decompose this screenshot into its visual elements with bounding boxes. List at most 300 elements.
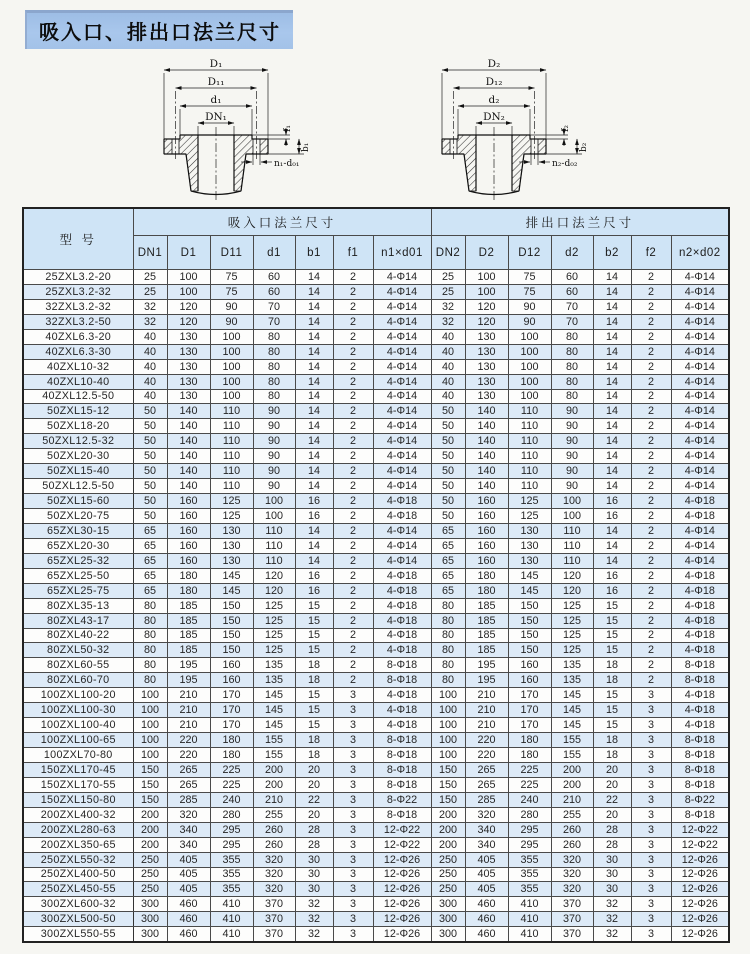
suction-value-cell: 8-Φ18 (373, 807, 431, 822)
suction-value-cell: 90 (253, 434, 295, 449)
suction-value-cell: 32 (133, 299, 167, 314)
discharge-value-cell: 145 (508, 568, 551, 583)
discharge-value-cell: 355 (508, 867, 551, 882)
discharge-value-cell: 40 (431, 374, 465, 389)
column-header-b2: b2 (593, 236, 631, 270)
model-cell: 80ZXL35-13 (23, 598, 133, 613)
suction-value-cell: 14 (295, 523, 333, 538)
discharge-value-cell: 100 (431, 688, 465, 703)
discharge-value-cell: 50 (431, 479, 465, 494)
suction-value-cell: 405 (167, 867, 210, 882)
dim-label-D1: D₁ (209, 58, 223, 70)
suction-value-cell: 225 (210, 777, 253, 792)
discharge-value-cell: 200 (551, 762, 593, 777)
discharge-value-cell: 210 (465, 688, 508, 703)
suction-value-cell: 180 (210, 748, 253, 763)
suction-value-cell: 240 (210, 792, 253, 807)
table-row (23, 807, 729, 822)
discharge-value-cell: 135 (551, 658, 593, 673)
discharge-value-cell: 3 (631, 762, 671, 777)
suction-value-cell: 50 (133, 464, 167, 479)
discharge-value-cell: 50 (431, 464, 465, 479)
discharge-value-cell: 4-Φ18 (671, 703, 729, 718)
discharge-value-cell: 8-Φ18 (671, 777, 729, 792)
discharge-value-cell: 60 (551, 284, 593, 299)
suction-value-cell: 2 (333, 299, 373, 314)
suction-value-cell: 80 (253, 374, 295, 389)
suction-value-cell: 145 (253, 703, 295, 718)
table-row (23, 494, 729, 509)
discharge-value-cell: 14 (593, 479, 631, 494)
suction-value-cell: 200 (133, 822, 167, 837)
suction-value-cell: 295 (210, 837, 253, 852)
suction-value-cell: 255 (253, 807, 295, 822)
table-row (23, 464, 729, 479)
suction-value-cell: 125 (253, 643, 295, 658)
suction-value-cell: 4-Φ14 (373, 464, 431, 479)
suction-value-cell: 110 (210, 449, 253, 464)
table-body (23, 270, 729, 943)
suction-value-cell: 110 (210, 419, 253, 434)
suction-value-cell: 180 (167, 568, 210, 583)
discharge-value-cell: 140 (465, 434, 508, 449)
discharge-value-cell: 16 (593, 583, 631, 598)
discharge-value-cell: 180 (465, 568, 508, 583)
model-cell: 32ZXL3.2-32 (23, 299, 133, 314)
suction-value-cell: 80 (133, 658, 167, 673)
discharge-value-cell: 370 (551, 897, 593, 912)
suction-value-cell: 32 (295, 912, 333, 927)
suction-value-cell: 3 (333, 777, 373, 792)
discharge-value-cell: 120 (465, 299, 508, 314)
suction-value-cell: 185 (167, 598, 210, 613)
suction-value-cell: 8-Φ18 (373, 673, 431, 688)
discharge-value-cell: 3 (631, 882, 671, 897)
suction-value-cell: 4-Φ14 (373, 553, 431, 568)
discharge-value-cell: 320 (551, 867, 593, 882)
discharge-value-cell: 15 (593, 628, 631, 643)
discharge-value-cell: 110 (551, 523, 593, 538)
suction-value-cell: 295 (210, 822, 253, 837)
table-row (23, 359, 729, 374)
discharge-value-cell: 14 (593, 270, 631, 285)
discharge-value-cell: 4-Φ14 (671, 449, 729, 464)
discharge-value-cell: 50 (431, 404, 465, 419)
suction-value-cell: 410 (210, 897, 253, 912)
discharge-value-cell: 2 (631, 628, 671, 643)
suction-value-cell: 40 (133, 359, 167, 374)
discharge-value-cell: 4-Φ14 (671, 329, 729, 344)
suction-value-cell: 65 (133, 538, 167, 553)
suction-value-cell: 100 (133, 688, 167, 703)
suction-value-cell: 3 (333, 688, 373, 703)
model-cell: 65ZXL25-50 (23, 568, 133, 583)
discharge-value-cell: 50 (431, 494, 465, 509)
suction-value-cell: 145 (253, 688, 295, 703)
model-cell: 65ZXL25-32 (23, 553, 133, 568)
suction-value-cell: 110 (210, 479, 253, 494)
suction-value-cell: 16 (295, 568, 333, 583)
suction-value-cell: 20 (295, 762, 333, 777)
discharge-value-cell: 155 (551, 733, 593, 748)
table-row (23, 837, 729, 852)
discharge-value-cell: 405 (465, 852, 508, 867)
discharge-value-cell: 4-Φ18 (671, 509, 729, 524)
discharge-value-cell: 100 (508, 344, 551, 359)
suction-value-cell: 100 (133, 733, 167, 748)
table-row (23, 643, 729, 658)
discharge-value-cell: 170 (508, 718, 551, 733)
table-row (23, 299, 729, 314)
suction-value-cell: 32 (133, 314, 167, 329)
discharge-value-cell: 65 (431, 538, 465, 553)
suction-value-cell: 160 (210, 673, 253, 688)
suction-value-cell: 40 (133, 389, 167, 404)
discharge-value-cell: 220 (465, 748, 508, 763)
suction-value-cell: 4-Φ18 (373, 509, 431, 524)
discharge-value-cell: 200 (551, 777, 593, 792)
suction-value-cell: 14 (295, 299, 333, 314)
table-row (23, 897, 729, 912)
table-row (23, 479, 729, 494)
suction-value-cell: 150 (133, 792, 167, 807)
suction-value-cell: 100 (210, 389, 253, 404)
suction-value-cell: 70 (253, 314, 295, 329)
table-row (23, 523, 729, 538)
suction-value-cell: 4-Φ18 (373, 688, 431, 703)
suction-value-cell: 150 (133, 777, 167, 792)
suction-value-cell: 50 (133, 449, 167, 464)
suction-value-cell: 100 (167, 270, 210, 285)
discharge-value-cell: 14 (593, 389, 631, 404)
suction-value-cell: 4-Φ14 (373, 270, 431, 285)
suction-value-cell: 40 (133, 329, 167, 344)
table-row (23, 583, 729, 598)
discharge-value-cell: 100 (465, 270, 508, 285)
suction-value-cell: 12-Φ26 (373, 882, 431, 897)
suction-value-cell: 140 (167, 449, 210, 464)
table-row (23, 703, 729, 718)
suction-value-cell: 200 (253, 762, 295, 777)
suction-value-cell: 28 (295, 837, 333, 852)
discharge-value-cell: 2 (631, 598, 671, 613)
suction-value-cell: 90 (253, 464, 295, 479)
discharge-value-cell: 40 (431, 329, 465, 344)
discharge-value-cell: 90 (551, 434, 593, 449)
suction-value-cell: 130 (167, 359, 210, 374)
table-row (23, 673, 729, 688)
suction-value-cell: 220 (167, 733, 210, 748)
suction-value-cell: 130 (167, 344, 210, 359)
discharge-value-cell: 20 (593, 762, 631, 777)
suction-value-cell: 4-Φ18 (373, 613, 431, 628)
table-row (23, 314, 729, 329)
table-row (23, 389, 729, 404)
table-row (23, 270, 729, 285)
discharge-value-cell: 150 (431, 792, 465, 807)
discharge-value-cell: 4-Φ18 (671, 598, 729, 613)
discharge-value-cell: 100 (431, 748, 465, 763)
suction-value-cell: 4-Φ14 (373, 344, 431, 359)
model-cell: 40ZXL10-40 (23, 374, 133, 389)
suction-value-cell: 60 (253, 284, 295, 299)
discharge-value-cell: 20 (593, 777, 631, 792)
discharge-value-cell: 130 (508, 538, 551, 553)
suction-value-cell: 195 (167, 673, 210, 688)
suction-value-cell: 150 (133, 762, 167, 777)
model-cell: 65ZXL30-15 (23, 523, 133, 538)
suction-value-cell: 40 (133, 344, 167, 359)
suction-value-cell: 110 (210, 464, 253, 479)
model-cell: 25ZXL3.2-20 (23, 270, 133, 285)
flange-diagram-discharge (416, 55, 624, 203)
suction-value-cell: 140 (167, 419, 210, 434)
discharge-value-cell: 2 (631, 673, 671, 688)
suction-value-cell: 14 (295, 270, 333, 285)
suction-value-cell: 110 (210, 434, 253, 449)
column-header-b1: b1 (295, 236, 333, 270)
model-cell: 40ZXL12.5-50 (23, 389, 133, 404)
suction-value-cell: 65 (133, 523, 167, 538)
suction-value-cell: 140 (167, 434, 210, 449)
discharge-value-cell: 65 (431, 568, 465, 583)
discharge-value-cell: 4-Φ18 (671, 718, 729, 733)
suction-value-cell: 160 (167, 538, 210, 553)
discharge-value-cell: 14 (593, 329, 631, 344)
discharge-value-cell: 15 (593, 613, 631, 628)
suction-value-cell: 300 (133, 927, 167, 942)
suction-value-cell: 145 (253, 718, 295, 733)
discharge-value-cell: 225 (508, 777, 551, 792)
discharge-value-cell: 3 (631, 792, 671, 807)
discharge-value-cell: 90 (551, 464, 593, 479)
discharge-value-cell: 250 (431, 867, 465, 882)
discharge-value-cell: 40 (431, 389, 465, 404)
suction-value-cell: 160 (167, 494, 210, 509)
suction-value-cell: 130 (210, 553, 253, 568)
discharge-value-cell: 320 (551, 882, 593, 897)
suction-value-cell: 225 (210, 762, 253, 777)
discharge-value-cell: 160 (508, 658, 551, 673)
suction-value-cell: 14 (295, 329, 333, 344)
discharge-value-cell: 4-Φ14 (671, 299, 729, 314)
column-header-D11: D11 (210, 236, 253, 270)
flange-dimensions-table (22, 207, 730, 943)
suction-value-cell: 16 (295, 494, 333, 509)
table-row (23, 882, 729, 897)
suction-value-cell: 8-Φ18 (373, 777, 431, 792)
suction-value-cell: 65 (133, 568, 167, 583)
suction-value-cell: 280 (210, 807, 253, 822)
discharge-value-cell: 25 (431, 270, 465, 285)
discharge-value-cell: 2 (631, 374, 671, 389)
table-row (23, 762, 729, 777)
suction-value-cell: 4-Φ18 (373, 628, 431, 643)
column-header-f2: f2 (631, 236, 671, 270)
suction-value-cell: 150 (210, 643, 253, 658)
suction-value-cell: 2 (333, 628, 373, 643)
discharge-value-cell: 3 (631, 733, 671, 748)
discharge-value-cell: 3 (631, 807, 671, 822)
suction-value-cell: 4-Φ18 (373, 598, 431, 613)
dim-label-DN1: DN₁ (205, 111, 227, 123)
suction-value-cell: 4-Φ14 (373, 329, 431, 344)
suction-value-cell: 410 (210, 912, 253, 927)
discharge-value-cell: 15 (593, 703, 631, 718)
table-row (23, 628, 729, 643)
suction-value-cell: 2 (333, 673, 373, 688)
suction-value-cell: 340 (167, 822, 210, 837)
model-cell: 80ZXL40-22 (23, 628, 133, 643)
suction-value-cell: 140 (167, 404, 210, 419)
suction-value-cell: 4-Φ14 (373, 434, 431, 449)
discharge-value-cell: 12-Φ26 (671, 927, 729, 942)
discharge-value-cell: 90 (551, 479, 593, 494)
discharge-value-cell: 14 (593, 464, 631, 479)
discharge-value-cell: 150 (508, 613, 551, 628)
discharge-value-cell: 12-Φ26 (671, 897, 729, 912)
discharge-value-cell: 4-Φ14 (671, 284, 729, 299)
discharge-value-cell: 3 (631, 822, 671, 837)
discharge-value-cell: 2 (631, 523, 671, 538)
suction-value-cell: 18 (295, 673, 333, 688)
discharge-value-cell: 2 (631, 509, 671, 524)
suction-value-cell: 2 (333, 419, 373, 434)
discharge-value-cell: 15 (593, 688, 631, 703)
discharge-value-cell: 70 (551, 299, 593, 314)
suction-value-cell: 14 (295, 464, 333, 479)
suction-value-cell: 220 (167, 748, 210, 763)
table-row (23, 792, 729, 807)
suction-value-cell: 75 (210, 270, 253, 285)
discharge-value-cell: 80 (551, 344, 593, 359)
suction-value-cell: 14 (295, 344, 333, 359)
discharge-value-cell: 125 (551, 643, 593, 658)
discharge-value-cell: 14 (593, 344, 631, 359)
discharge-value-cell: 110 (551, 538, 593, 553)
suction-value-cell: 12-Φ22 (373, 822, 431, 837)
suction-value-cell: 3 (333, 807, 373, 822)
discharge-value-cell: 2 (631, 270, 671, 285)
discharge-value-cell: 110 (508, 479, 551, 494)
suction-value-cell: 50 (133, 404, 167, 419)
discharge-value-cell: 130 (508, 523, 551, 538)
suction-value-cell: 250 (133, 852, 167, 867)
model-cell: 200ZXL350-65 (23, 837, 133, 852)
suction-value-cell: 100 (133, 703, 167, 718)
model-cell: 40ZXL6.3-20 (23, 329, 133, 344)
suction-value-cell: 180 (210, 733, 253, 748)
suction-value-cell: 185 (167, 628, 210, 643)
discharge-value-cell: 3 (631, 777, 671, 792)
suction-value-cell: 8-Φ18 (373, 733, 431, 748)
dim-label-f1: f₁ (283, 125, 293, 132)
discharge-value-cell: 3 (631, 718, 671, 733)
discharge-value-cell: 32 (431, 299, 465, 314)
discharge-value-cell: 240 (508, 792, 551, 807)
discharge-value-cell: 160 (465, 538, 508, 553)
discharge-value-cell: 4-Φ14 (671, 374, 729, 389)
suction-value-cell: 4-Φ18 (373, 568, 431, 583)
discharge-value-cell: 14 (593, 538, 631, 553)
suction-value-cell: 130 (210, 523, 253, 538)
model-cell: 200ZXL280-63 (23, 822, 133, 837)
dim-label-f2: f₂ (561, 125, 571, 132)
discharge-value-cell: 100 (465, 284, 508, 299)
discharge-value-cell: 4-Φ18 (671, 568, 729, 583)
discharge-value-cell: 80 (551, 359, 593, 374)
suction-value-cell: 15 (295, 613, 333, 628)
suction-value-cell: 18 (295, 733, 333, 748)
discharge-value-cell: 340 (465, 822, 508, 837)
suction-value-cell: 155 (253, 748, 295, 763)
discharge-value-cell: 4-Φ14 (671, 419, 729, 434)
discharge-value-cell: 8-Φ18 (671, 762, 729, 777)
suction-value-cell: 80 (133, 673, 167, 688)
suction-value-cell: 130 (167, 329, 210, 344)
discharge-value-cell: 180 (465, 583, 508, 598)
suction-value-cell: 80 (253, 344, 295, 359)
suction-value-cell: 195 (167, 658, 210, 673)
discharge-value-cell: 150 (508, 628, 551, 643)
table-row (23, 598, 729, 613)
suction-value-cell: 3 (333, 912, 373, 927)
discharge-value-cell: 14 (593, 299, 631, 314)
suction-value-cell: 200 (253, 777, 295, 792)
discharge-value-cell: 155 (551, 748, 593, 763)
suction-value-cell: 8-Φ22 (373, 792, 431, 807)
suction-value-cell: 145 (210, 583, 253, 598)
discharge-value-cell: 14 (593, 359, 631, 374)
suction-value-cell: 15 (295, 643, 333, 658)
discharge-value-cell: 2 (631, 329, 671, 344)
suction-value-cell: 2 (333, 449, 373, 464)
suction-value-cell: 15 (295, 718, 333, 733)
discharge-value-cell: 32 (593, 912, 631, 927)
dim-label-n2-d02: n₂-d₀₂ (552, 159, 578, 169)
discharge-value-cell: 40 (431, 359, 465, 374)
suction-value-cell: 2 (333, 658, 373, 673)
discharge-value-cell: 170 (508, 688, 551, 703)
suction-value-cell: 125 (210, 494, 253, 509)
suction-value-cell: 15 (295, 628, 333, 643)
suction-value-cell: 265 (167, 777, 210, 792)
discharge-value-cell: 285 (465, 792, 508, 807)
discharge-value-cell: 140 (465, 404, 508, 419)
suction-value-cell: 140 (167, 479, 210, 494)
discharge-value-cell: 100 (431, 703, 465, 718)
discharge-value-cell: 32 (593, 927, 631, 942)
suction-value-cell: 20 (295, 777, 333, 792)
model-cell: 40ZXL6.3-30 (23, 344, 133, 359)
suction-value-cell: 2 (333, 479, 373, 494)
suction-value-cell: 12-Φ22 (373, 837, 431, 852)
discharge-value-cell: 130 (465, 329, 508, 344)
discharge-group-header: 排出口法兰尺寸 (431, 208, 729, 236)
suction-value-cell: 16 (295, 509, 333, 524)
suction-value-cell: 60 (253, 270, 295, 285)
discharge-value-cell: 75 (508, 284, 551, 299)
suction-value-cell: 320 (253, 867, 295, 882)
discharge-value-cell: 16 (593, 509, 631, 524)
discharge-value-cell: 60 (551, 270, 593, 285)
suction-value-cell: 4-Φ14 (373, 389, 431, 404)
suction-value-cell: 25 (133, 270, 167, 285)
suction-value-cell: 265 (167, 762, 210, 777)
discharge-value-cell: 15 (593, 643, 631, 658)
discharge-value-cell: 220 (465, 733, 508, 748)
model-cell: 50ZXL20-30 (23, 449, 133, 464)
